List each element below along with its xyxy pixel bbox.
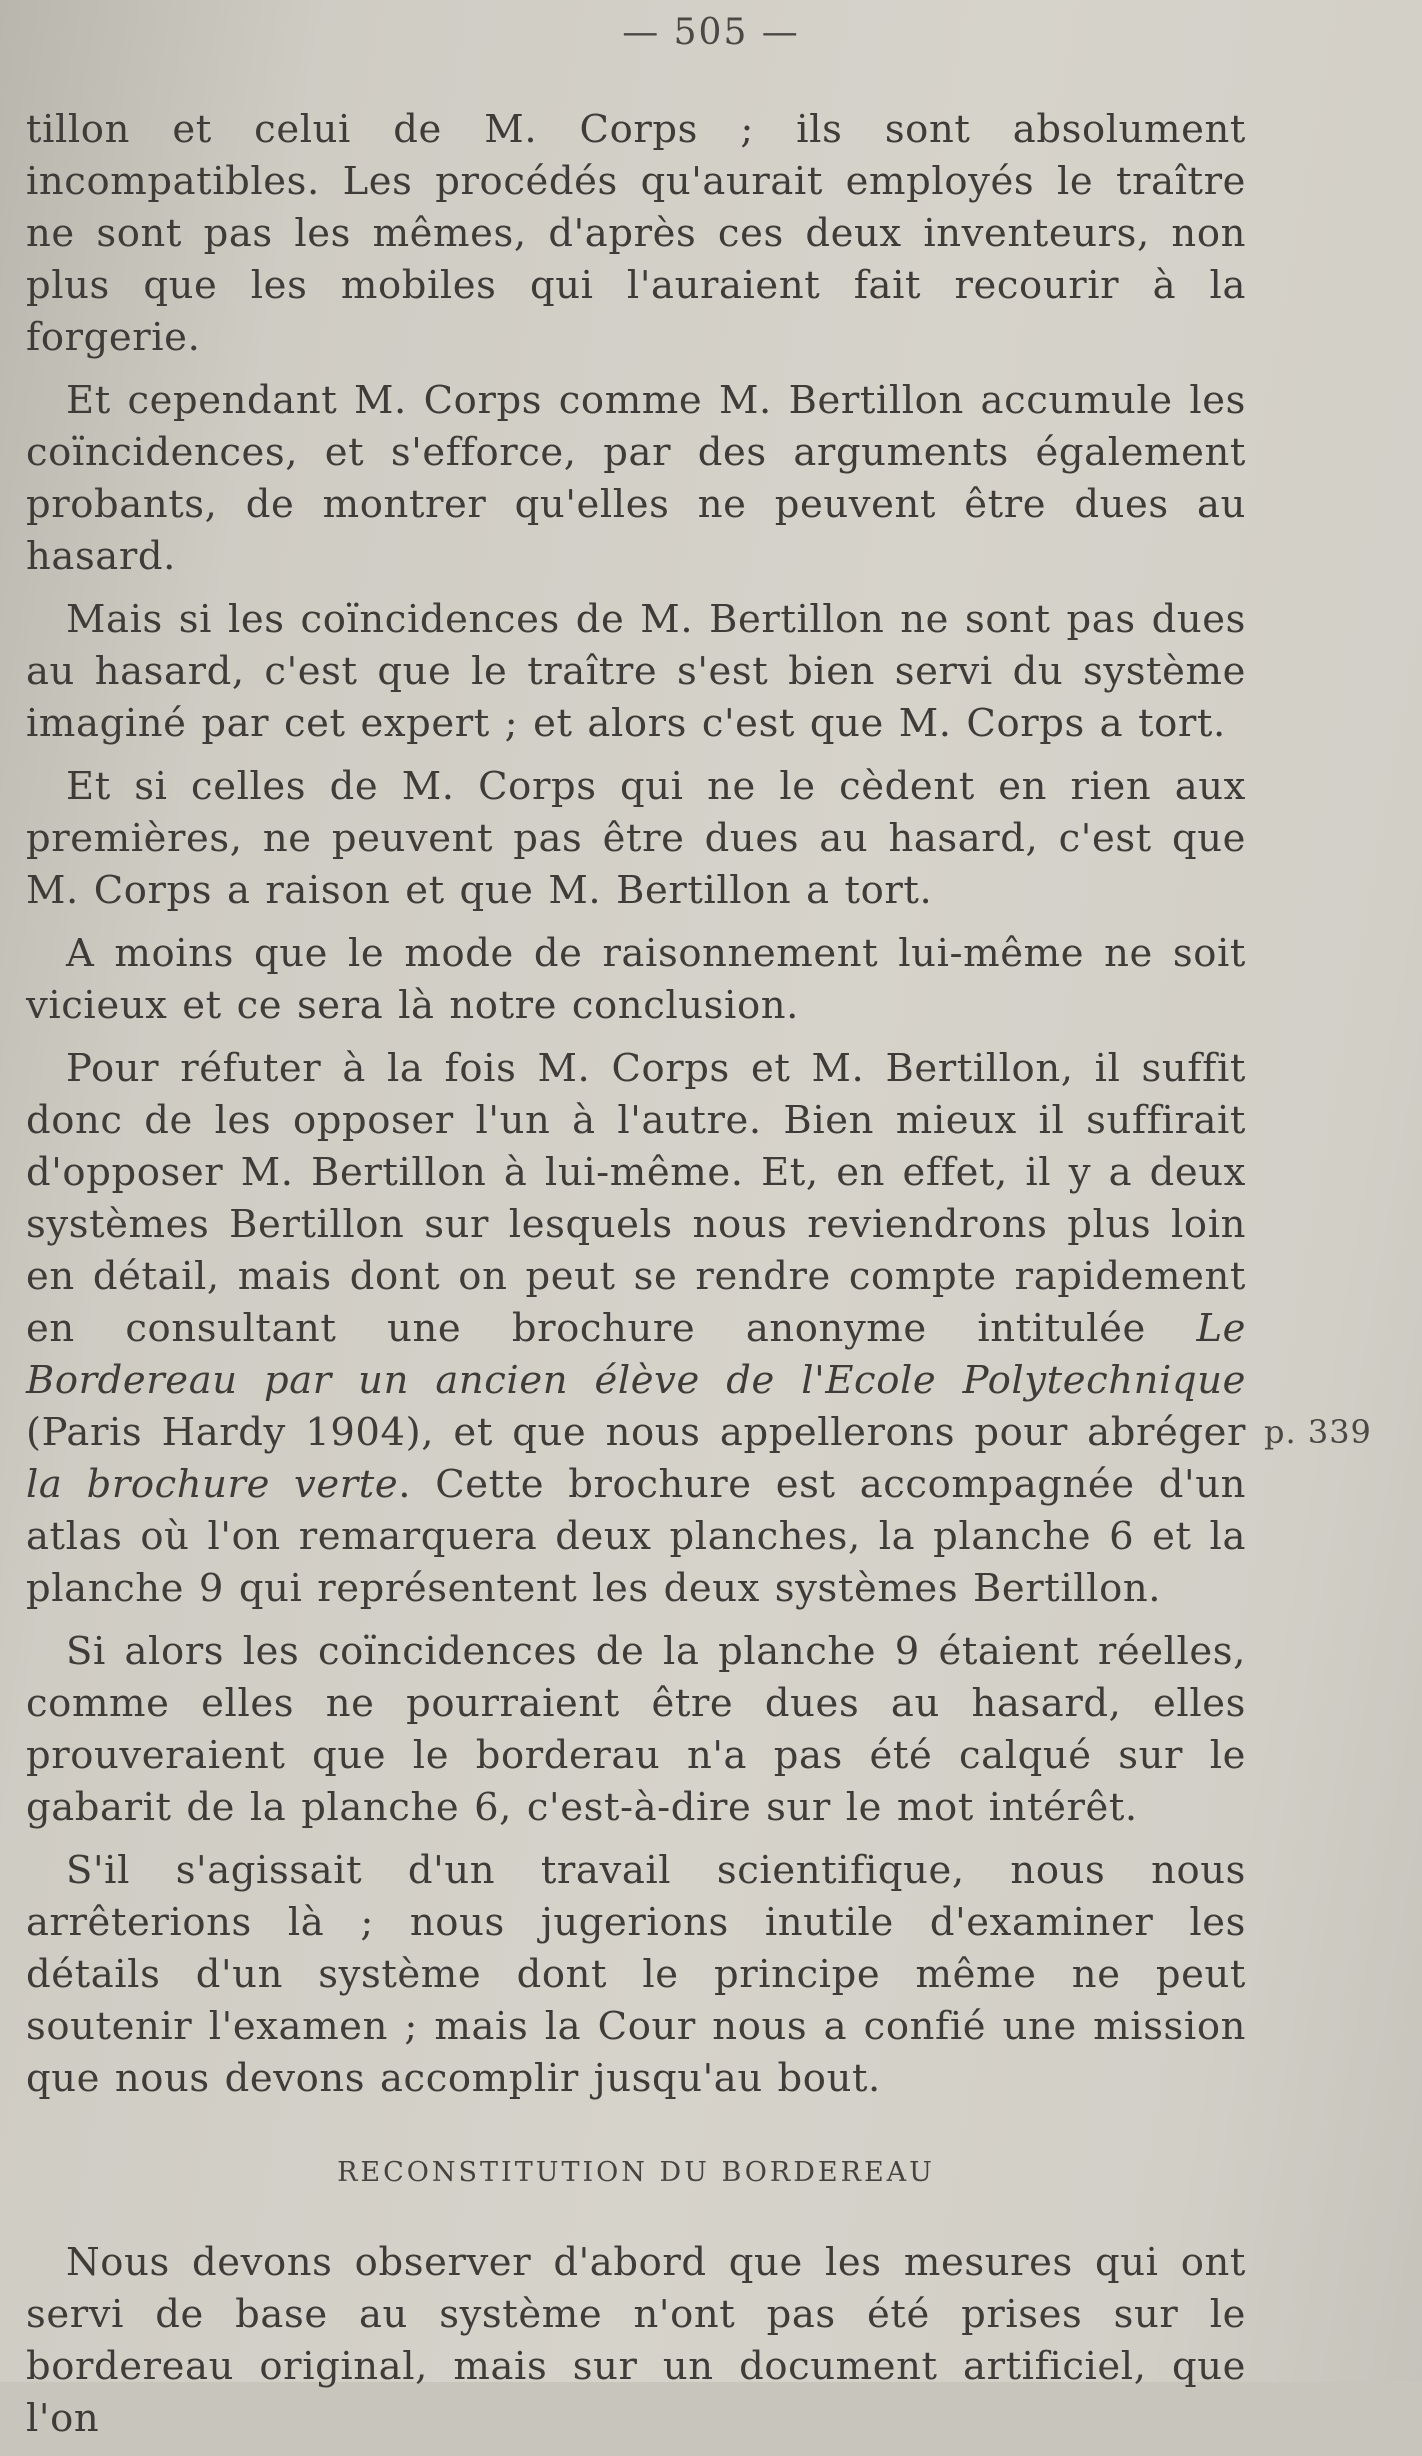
paragraph-continued: tillon et celui de M. Corps ; ils sont absolument incompatibles. Les procédés qu'aurait employés le traître ne sont pas les mêmes, d'après ces deux inventeurs, non plus que les mobiles qui l'auraient fait recourir à la forgerie. bbox=[26, 107, 1246, 360]
page-number: — 505 — bbox=[622, 12, 800, 53]
paragraph: Mais si les coïncidences de M. Bertillon ne sont pas dues au hasard, c'est que le traître s'est bien servi du système imaginé par cet expert ; et alors c'est que M. Corps a tort. bbox=[26, 597, 1246, 746]
margin-page-reference: p. 339 bbox=[1264, 1413, 1372, 1451]
paragraph-text: (Paris Hardy 1904), et que nous appellerons pour abréger bbox=[26, 1410, 1246, 1455]
paragraph-text: Pour réfuter à la fois M. Corps et M. Bertillon, il suffit donc de les opposer l'un à l'autre. Bien mieux il suffirait d'opposer M. Bertillon à lui-même. Et, en effet, il y a deux systèmes Bertillon sur lesquels nous reviendrons plus loin en détail, mais dont on peut se rendre compte rapidement en consultant une brochure anonyme intitulée bbox=[26, 1046, 1246, 1351]
book-title-italic: Le Bordereau par un ancien élève de l'Ecole Polytechnique bbox=[26, 1306, 1246, 1403]
paragraph: Et si celles de M. Corps qui ne le cèdent en rien aux premières, ne peuvent pas être dues au hasard, c'est que M. Corps a raison et que M. Bertillon a tort. bbox=[26, 764, 1246, 913]
paragraph: Et cependant M. Corps comme M. Bertillon accumule les coïncidences, et s'efforce, par des arguments également probants, de montrer qu'elles ne peuvent être dues au hasard. bbox=[26, 378, 1246, 579]
paragraph: Nous devons observer d'abord que les mesures qui ont servi de base au système n'ont pas été prises sur le bordereau original, mais sur un document artificiel, que l'on bbox=[26, 2240, 1246, 2441]
short-title-italic: la brochure verte bbox=[26, 1462, 399, 1507]
paragraph-text: . Cette brochure est accompagnée d'un atlas où l'on remarquera deux planches, la planche 6 et la planche 9 qui représentent les deux systèmes Bertillon. bbox=[26, 1462, 1246, 1611]
paragraph-with-titles bbox=[26, 1043, 1246, 1615]
section-heading: RECONSTITUTION DU BORDEREAU bbox=[337, 2157, 935, 2188]
body-text bbox=[26, 104, 1246, 2456]
paragraph: Si alors les coïncidences de la planche 9 étaient réelles, comme elles ne pourraient être dues au hasard, elles prouveraient que le borderau n'a pas été calqué sur le gabarit de la planche 6, c'est-à-dire sur le mot intérêt. bbox=[26, 1629, 1246, 1830]
paragraph: S'il s'agissait d'un travail scientifique, nous nous arrêterions là ; nous jugerions inutile d'examiner les détails d'un système dont le principe même ne peut soutenir l'examen ; mais la Cour nous a confié une mission que nous devons accomplir jusqu'au bout. bbox=[26, 1848, 1246, 2101]
paragraph: A moins que le mode de raisonnement lui-même ne soit vicieux et ce sera là notre conclusion. bbox=[26, 931, 1246, 1028]
